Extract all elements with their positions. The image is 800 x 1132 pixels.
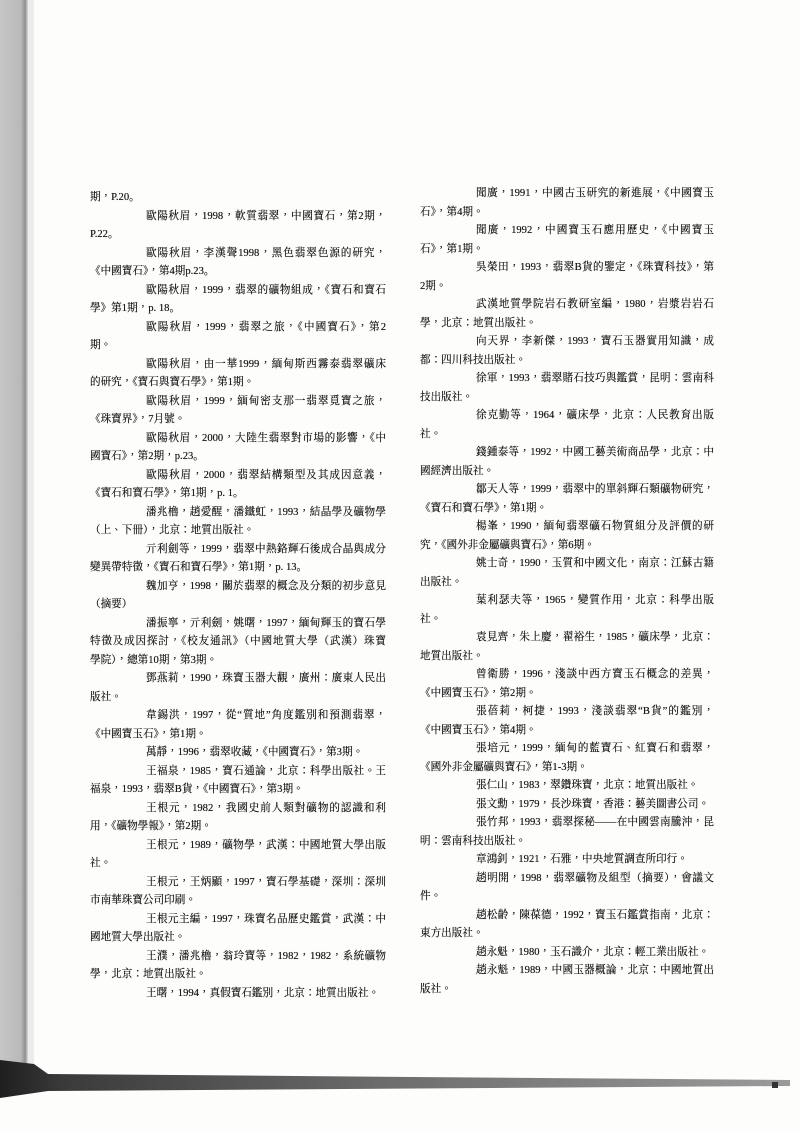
reference-line: 王濮，潘兆櫓，翁玲寶等，1982，1982，系統礦物 [146, 950, 386, 962]
reference-line: 聞廣，1991，中國古玉研究的新進展，《中國寶玉 [476, 188, 714, 199]
reference-line: 王根元主編，1997，珠寶名品歷史鑑賞，武漢：中 [146, 913, 386, 925]
reference-entry [90, 615, 386, 671]
reference-line: 徐克勤等，1964，礦床學，北京：人民教育出版 [476, 410, 714, 421]
reference-entry [90, 763, 386, 800]
reference-line: 歐陽秋眉，1999，翡翠之旅，《中國寶石》，第2 [146, 321, 386, 333]
reference-entry [420, 962, 714, 999]
reference-line: 東方出版社。 [420, 928, 484, 939]
reference-entry [420, 222, 714, 259]
reference-entry [90, 578, 386, 615]
reference-entry [90, 467, 386, 504]
reference-entry [90, 874, 386, 911]
reference-line: 趙松齡，陳葆德，1992，寶玉石鑑賞指南，北京： [476, 909, 714, 921]
reference-line: 歐陽秋眉，2000，大陸生翡翠對市場的影響，《中 [146, 432, 386, 444]
reference-line: 王曙，1994，真假寶石鑑別，北京：地質出版社。 [146, 987, 380, 999]
reference-line: 《寶石和寶石學》，第1期。 [420, 502, 548, 514]
reference-entry [90, 541, 386, 578]
reference-line: 鄒天人等，1999，翡翠中的單斜輝石類礦物研究， [476, 484, 714, 495]
reference-line: 姚士奇，1990，玉質和中國文化，南京：江蘇古籍 [476, 558, 714, 569]
reference-line: 萬靜，1996，翡翠收藏，《中國寶石》，第3期。 [146, 747, 364, 758]
reference-entry [420, 444, 714, 481]
reference-entry [90, 911, 386, 948]
reference-line: 石》，第4期。 [420, 206, 484, 218]
reference-line: 張培元，1999，緬甸的藍寶石、紅寶石和翡翠， [476, 743, 714, 754]
reference-line: 王根元，1982，我國史前人類對礦物的認識和利 [146, 802, 386, 814]
reference-entry [420, 555, 714, 592]
reference-line: 《寶石和寶石學》，第1期，p. 1。 [90, 488, 244, 499]
reference-line: 歐陽秋眉，1998，軟質翡翠，中國寶石，第2期， [146, 210, 386, 222]
reference-line: 歐陽秋眉，1999，緬甸密支那一翡翠覓寶之旅， [146, 395, 386, 407]
reference-line: 社。 [420, 613, 442, 625]
reference-line: 明：雲南科技出版社。 [420, 835, 526, 847]
reference-line: （上、下冊），北京：地質出版社。 [90, 525, 255, 536]
reference-entry [420, 407, 714, 444]
reference-line: 《珠寶界》，7月號。 [90, 414, 186, 425]
reference-entry [420, 629, 714, 666]
reference-line: 張蓓莉，柯捷，1993，淺談翡翠“B貨”的鑑別， [476, 706, 714, 717]
reference-entry [420, 796, 714, 815]
reference-line: 用，《礦物學報》，第2期。 [90, 821, 212, 832]
reference-line: 張文勳，1979，長沙珠寶，香港：藝美圖書公司。 [476, 798, 710, 810]
reference-entry [420, 703, 714, 740]
reference-line: 聞廣，1992，中國寶玉石應用歷史，《中國寶玉 [476, 225, 714, 236]
reference-line: 社。 [90, 858, 112, 869]
reference-line: 福泉，1993，翡翠B貨，《中國寶石》，第3期。 [90, 784, 304, 795]
reference-entry [90, 948, 386, 985]
reference-line: 魏加亨，1998，關於翡翠的概念及分類的初步意見 [146, 580, 386, 592]
reference-line: 件。 [420, 891, 442, 902]
reference-entry [420, 296, 714, 333]
reference-entry [90, 393, 386, 430]
reference-entry [90, 319, 386, 356]
reference-line: 亓利劍等，1999，翡翠中熱鉻輝石後成合晶與成分 [146, 543, 386, 555]
reference-entry [420, 259, 714, 296]
reference-line: 《中國寶石》，第4期p.23。 [90, 266, 215, 277]
reference-line: 國地質大學出版社。 [90, 932, 186, 943]
reference-line: 《中國寶玉石》，第4期。 [420, 724, 537, 736]
reference-line: 歐陽秋眉，由一華1999，緬甸斯西霧泰翡翠礦床 [146, 358, 386, 370]
reference-line: 的研究，《寶石與寶石學》，第1期。 [90, 377, 255, 388]
reference-entry [90, 282, 386, 319]
reference-entry [90, 744, 386, 763]
reference-line: 地質出版社。 [420, 650, 484, 662]
reference-line: 期，P.20。 [90, 192, 140, 203]
reference-line: 歐陽秋眉，2000，翡翠結構類型及其成因意義， [146, 469, 386, 481]
reference-entry [90, 985, 386, 1004]
reference-entry [420, 870, 714, 907]
reference-entry [90, 707, 386, 744]
reference-entry [420, 907, 714, 944]
reference-line: 學，北京：地質出版社。 [90, 969, 207, 980]
gutter-shadow [28, 0, 34, 1066]
reference-line: 潘振寧，亓利劍，姚曙，1997，緬甸輝玉的寶石學 [146, 617, 386, 629]
reference-line: 趙永魁，1980，玉石識介，北京：輕工業出版社。 [476, 946, 710, 958]
reference-line: 《中國寶玉石》，第2期。 [420, 687, 537, 699]
reference-entry [90, 430, 386, 467]
reference-entry [90, 208, 386, 245]
reference-entry [420, 777, 714, 796]
reference-line: 鄧燕莉，1990，珠寶玉器大觀，廣州：廣東人民出 [146, 673, 386, 684]
reference-line: 王福泉，1985，寶石通論，北京：科學出版社。王 [146, 765, 386, 777]
reference-line: 學院），總第10期，第3期。 [90, 654, 218, 666]
reference-line: 王根元，1989，礦物學，武漢：中國地質大學出版 [146, 839, 386, 851]
reference-entry-continued [90, 189, 386, 208]
page-bottom-edge [0, 1060, 790, 1098]
reference-line: 張仁山，1983，翠鑽珠寶，北京：地質出版社。 [476, 780, 699, 791]
reference-line: 版社。 [90, 691, 122, 703]
reference-line: 徐軍，1993，翡翠賭石技巧與鑑賞，昆明：雲南科 [476, 373, 714, 384]
reference-line: P.22。 [90, 229, 119, 240]
reference-entry [420, 740, 714, 777]
reference-line: 趙永魁，1989，中國玉器概論，北京：中國地質出 [476, 965, 714, 976]
reference-entry [420, 666, 714, 703]
reference-line: 錢鍾泰等，1992，中國工藝美術商品學，北京：中 [476, 447, 714, 458]
reference-entry [90, 245, 386, 282]
reference-line: 都：四川科技出版社。 [420, 354, 526, 366]
reference-line: 期。 [90, 340, 112, 351]
reference-entry [420, 814, 714, 851]
reference-entry [90, 504, 386, 541]
reference-line: （摘要） [90, 599, 133, 610]
reference-line: 究，《國外非金屬礦與寶石》，第6期。 [420, 539, 595, 551]
reference-line: 歐陽秋眉，1999，翡翠的礦物組成，《寶石和寶石 [146, 284, 386, 296]
reference-entry [90, 670, 386, 707]
reference-line: 趙明開，1998，翡翠礦物及組型（摘要），會議文 [476, 872, 714, 884]
reference-line: 《中國寶玉石》，第1期。 [90, 728, 207, 740]
reference-entry [420, 518, 714, 555]
book-spine-edge [0, 0, 28, 1066]
bibliography-column-right [420, 185, 714, 999]
reference-line: 向天界，李新傑，1993，寶石玉器實用知識，成 [476, 336, 714, 347]
reference-entry [420, 481, 714, 518]
reference-entry [90, 800, 386, 837]
reference-line: 變異帶特徵，《寶石和寶石學》，第1期，p. 13。 [90, 562, 308, 573]
reference-line: 技出版社。 [420, 391, 473, 403]
reference-line: 韋錫洪，1997，從“質地”角度鑑別和預測翡翠， [146, 710, 386, 721]
reference-entry [420, 185, 714, 222]
reference-line: 張竹邦，1993，翡翠探秘——在中國雲南騰沖，昆 [476, 817, 714, 828]
reference-line: 學》第1期，p. 18。 [90, 303, 181, 314]
reference-line: 王根元，王炳顯，1997，寶石學基礎，深圳：深圳 [146, 876, 386, 888]
reference-line: 袁見齊，朱上慶，翟裕生，1985，礦床學，北京： [476, 632, 714, 643]
reference-line: 歐陽秋眉，李漢聲1998，黑色翡翠色源的研究， [146, 247, 386, 259]
reference-line: 曾衛勝，1996，淺談中西方寶玉石概念的差異， [476, 669, 714, 680]
reference-line: 特徵及成因探討，《校友通訊》（中國地質大學（武漢）珠寶 [90, 636, 386, 647]
reference-entry [420, 333, 714, 370]
reference-entry [420, 592, 714, 629]
reference-entry [420, 851, 714, 870]
reference-line: 楊峯，1990，緬甸翡翠礦石物質組分及評價的研 [476, 521, 714, 532]
reference-line: 吳榮田，1993，翡翠B貨的鑒定，《珠寶科技》，第 [476, 262, 714, 273]
reference-line: 2期。 [420, 280, 447, 292]
reference-line: 市南華珠寶公司印刷。 [90, 895, 196, 906]
reference-line: 葉利瑟夫等，1965，變質作用，北京：科學出版 [476, 595, 714, 606]
reference-line: 章鴻釗，1921，石雅，中央地質調查所印行。 [476, 854, 688, 865]
reference-line: 社。 [420, 428, 442, 440]
scan-speck [772, 1082, 778, 1088]
reference-line: 潘兆櫓，趙愛醒，潘鐵虹，1993，結晶學及礦物學 [146, 506, 386, 518]
reference-line: 武漢地質學院岩石教研室編，1980，岩漿岩岩石 [476, 299, 714, 310]
reference-entry [90, 356, 386, 393]
reference-entry [90, 837, 386, 874]
reference-entry [420, 944, 714, 963]
reference-line: 版社。 [420, 983, 452, 995]
reference-line: 出版社。 [420, 576, 463, 588]
reference-line: 國寶石》，第2期，p.23。 [90, 451, 204, 462]
reference-line: 石》，第1期。 [420, 243, 484, 255]
reference-entry [420, 370, 714, 407]
bibliography-column-left [90, 189, 386, 1003]
reference-line: 國經濟出版社。 [420, 465, 495, 477]
reference-line: 學，北京：地質出版社。 [420, 317, 537, 329]
reference-line: 《國外非金屬礦與寶石》，第1-3期。 [420, 761, 588, 773]
